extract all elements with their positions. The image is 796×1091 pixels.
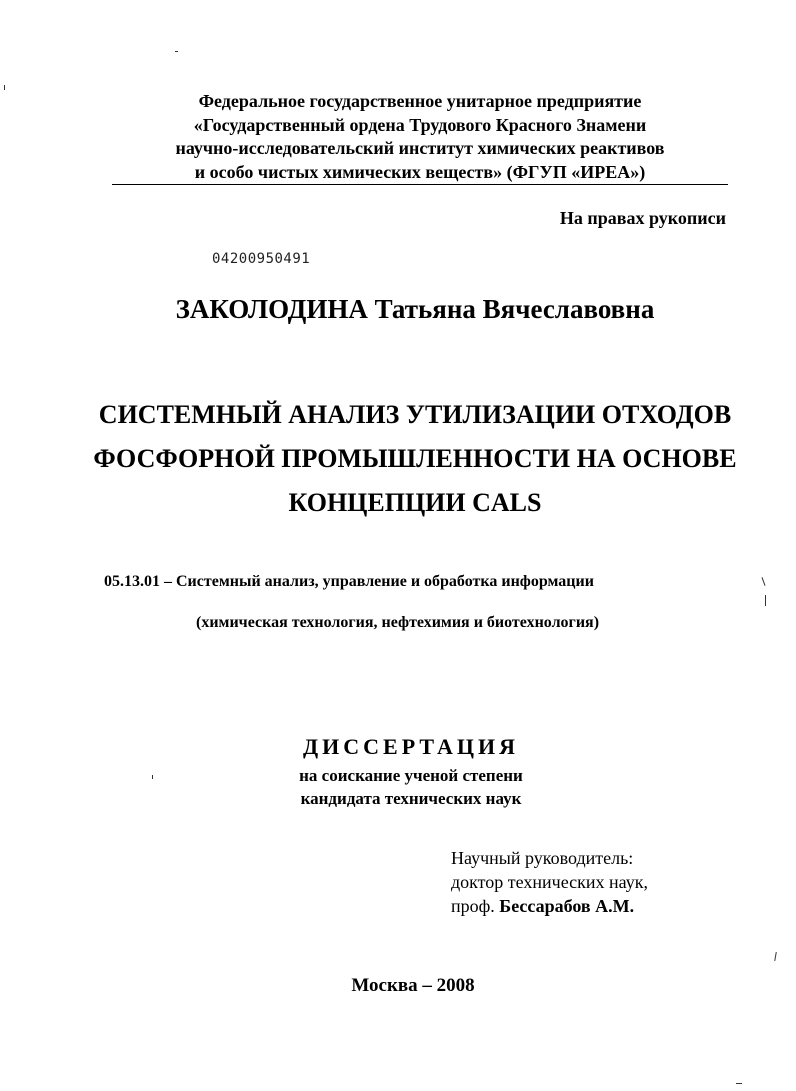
organization-block bbox=[100, 90, 740, 184]
specialty-branch-line: (химическая технология, нефтехимия и биотехнология) bbox=[196, 614, 600, 631]
rights-note: На правах рукописи bbox=[559, 208, 726, 228]
scan-speck bbox=[736, 1083, 742, 1084]
scan-speck bbox=[4, 85, 5, 90]
degree-block bbox=[0, 764, 796, 810]
dissertation-heading: ДИССЕРТАЦИЯ bbox=[303, 734, 519, 759]
scan-speck bbox=[761, 577, 765, 586]
header-divider bbox=[112, 184, 728, 185]
advisor-block bbox=[451, 846, 648, 918]
organization-line-3: научно-исследовательский институт химических реактивов bbox=[175, 138, 665, 158]
title-line-3: КОНЦЕПЦИИ CALS bbox=[288, 488, 542, 517]
degree-line-2: кандидата технических наук bbox=[300, 789, 522, 808]
advisor-degree: доктор технических наук, bbox=[451, 872, 648, 892]
scan-speck bbox=[765, 595, 766, 606]
organization-line-4: и особо чистых химических веществ» (ФГУП «ИРЕА») bbox=[194, 161, 646, 182]
advisor-name-line bbox=[451, 894, 648, 918]
advisor-prefix: проф. bbox=[451, 896, 495, 916]
dissertation-title bbox=[60, 393, 770, 525]
title-line-2: ФОСФОРНОЙ ПРОМЫШЛЕННОСТИ НА ОСНОВЕ bbox=[93, 444, 737, 473]
advisor-name: Бессарабов А.М. bbox=[499, 896, 635, 916]
advisor-role: Научный руководитель: bbox=[451, 848, 634, 868]
city-year: Москва – 2008 bbox=[351, 975, 475, 996]
specialty-code-line: 05.13.01 – Системный анализ, управление и обработка информации bbox=[104, 573, 594, 590]
degree-line-1: на соискание ученой степени bbox=[299, 766, 523, 785]
scan-speck bbox=[175, 51, 178, 52]
scan-speck bbox=[152, 775, 153, 779]
scan-speck bbox=[774, 952, 777, 961]
document-code: 04200950491 bbox=[212, 251, 311, 267]
organization-line-1: Федеральное государственное унитарное предприятие bbox=[198, 91, 642, 111]
title-line-1: СИСТЕМНЫЙ АНАЛИЗ УТИЛИЗАЦИИ ОТХОДОВ bbox=[98, 400, 732, 429]
organization-line-2: «Государственный ордена Трудового Красного Знамени bbox=[193, 114, 647, 135]
author-name: ЗАКОЛОДИНА Татьяна Вячеславовна bbox=[175, 294, 655, 324]
